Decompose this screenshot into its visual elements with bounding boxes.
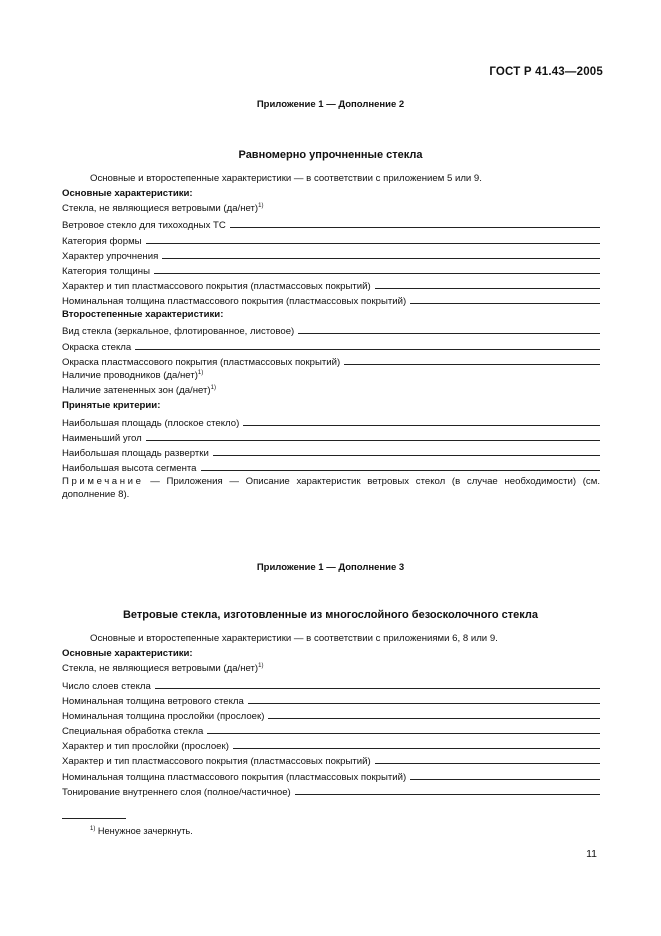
fill-in-line[interactable] xyxy=(146,431,600,441)
field-row xyxy=(62,370,600,382)
fill-in-line[interactable] xyxy=(375,279,600,289)
field-label: Вид стекла (зеркальное, флотированное, листовое) xyxy=(62,326,295,337)
fill-in-line[interactable] xyxy=(233,739,600,749)
page-number: 11 xyxy=(586,848,597,860)
fill-in-line[interactable] xyxy=(243,416,600,426)
field-row xyxy=(62,724,600,738)
fill-in-line[interactable] xyxy=(298,324,600,334)
field-label: Число слоев стекла xyxy=(62,681,151,692)
field-row xyxy=(62,739,600,753)
note-text: — Приложения — Описание характеристик ветровых стекол (в случае необходимости) (см. дополнение 8). xyxy=(62,476,600,500)
field-label: Ветровое стекло для тихоходных ТС xyxy=(62,220,226,231)
appendix-heading-2: Приложение 1 — Дополнение 3 xyxy=(256,562,405,573)
field-label: Характер и тип пластмассового покрытия (пластмассовых покрытий) xyxy=(62,281,371,292)
field-row xyxy=(62,264,600,278)
fill-in-line[interactable] xyxy=(295,785,600,795)
field-label: Окраска пластмассового покрытия (пластмассовых покрытий) xyxy=(62,357,341,368)
fill-in-line[interactable] xyxy=(248,694,600,704)
field-label: Номинальная толщина прослойки (прослоек) xyxy=(62,711,265,722)
secondary-characteristics-heading: Второстепенные характеристики: xyxy=(62,309,224,320)
field-row xyxy=(62,709,600,723)
field-row xyxy=(62,234,600,248)
footnote-ref: 1) xyxy=(210,385,216,391)
field-label: Номинальная толщина пластмассового покрытия (пластмассовых покрытий) xyxy=(62,772,407,783)
field-label: Стекла, не являющиеся ветровыми (да/нет) xyxy=(62,663,259,674)
fill-in-line[interactable] xyxy=(410,770,600,780)
fill-in-line[interactable] xyxy=(162,249,600,259)
appendix-heading-1: Приложение 1 — Дополнение 2 xyxy=(256,99,405,110)
field-label: Наибольшая высота сегмента xyxy=(62,463,197,474)
note-label: Примечание xyxy=(62,476,144,487)
section-title-1: Равномерно упрочненные стекла xyxy=(238,149,423,161)
field-row xyxy=(62,754,600,768)
field-label: Характер и тип пластмассового покрытия (пластмассовых покрытий) xyxy=(62,756,371,767)
fill-in-line[interactable] xyxy=(201,461,600,471)
field-row xyxy=(62,385,600,397)
footnote-ref: 1) xyxy=(197,370,204,376)
field-label: Категория толщины xyxy=(62,266,150,277)
footnote-separator xyxy=(62,818,126,819)
main-characteristics-heading-1: Основные характеристики: xyxy=(62,188,193,199)
fill-in-line[interactable] xyxy=(213,446,600,456)
footnote-mark: 1) xyxy=(90,826,96,832)
field-label: Характер и тип прослойки (прослоек) xyxy=(62,741,229,752)
field-label: Характер упрочнения xyxy=(62,251,159,262)
fill-in-line[interactable] xyxy=(155,679,600,689)
footnote-ref: 1) xyxy=(258,203,264,209)
fill-in-line[interactable] xyxy=(410,294,600,304)
intro-text-1: Основные и второстепенные характеристики — в соответствии с приложением 5 или 9. xyxy=(90,173,482,184)
field-row xyxy=(62,340,600,354)
field-row xyxy=(62,279,600,293)
field-row xyxy=(62,218,600,232)
field-row xyxy=(62,770,600,784)
footnote-text: Ненужное зачеркнуть. xyxy=(97,826,193,836)
field-label: Специальная обработка стекла xyxy=(62,726,204,737)
fill-in-line[interactable] xyxy=(375,754,600,764)
field-row xyxy=(62,461,600,475)
footnote-ref: 1) xyxy=(258,663,264,669)
field-row xyxy=(62,249,600,263)
field-row xyxy=(62,785,600,799)
field-row xyxy=(62,355,600,369)
field-label: Номинальная толщина ветрового стекла xyxy=(62,696,244,707)
field-row xyxy=(62,416,600,430)
field-row xyxy=(62,294,600,308)
fill-in-line[interactable] xyxy=(146,234,600,244)
field-label: Наибольшая площадь (плоское стекло) xyxy=(62,418,240,429)
field-label: Категория формы xyxy=(62,236,142,247)
note-paragraph xyxy=(62,476,600,501)
fill-in-line[interactable] xyxy=(230,218,600,228)
field-label: Номинальная толщина пластмассового покрытия (пластмассовых покрытий) xyxy=(62,296,407,307)
main-characteristics-heading-2: Основные характеристики: xyxy=(62,648,193,659)
fill-in-line[interactable] xyxy=(268,709,600,719)
field-row xyxy=(62,694,600,708)
field-row xyxy=(62,446,600,460)
field-label: Наличие проводников (да/нет) xyxy=(62,370,198,381)
footnote xyxy=(90,826,193,836)
field-row xyxy=(62,431,600,445)
fill-in-line[interactable] xyxy=(207,724,600,734)
standard-code: ГОСТ Р 41.43—2005 xyxy=(489,66,603,78)
section-title-2: Ветровые стекла, изготовленные из многослойного безосколочного стекла xyxy=(122,609,539,621)
field-row xyxy=(62,663,600,675)
field-row xyxy=(62,324,600,338)
fill-in-line[interactable] xyxy=(154,264,600,274)
field-label: Наличие затененных зон (да/нет) xyxy=(62,385,211,396)
intro-text-2: Основные и второстепенные характеристики — в соответствии с приложениями 6, 8 или 9. xyxy=(90,633,498,644)
accepted-criteria-heading: Принятые критерии: xyxy=(62,400,161,411)
field-label: Тонирование внутреннего слоя (полное/частичное) xyxy=(62,787,291,798)
field-label: Стекла, не являющиеся ветровыми (да/нет) xyxy=(62,203,259,214)
field-row xyxy=(62,679,600,693)
field-row xyxy=(62,203,600,215)
field-label: Окраска стекла xyxy=(62,342,132,353)
fill-in-line[interactable] xyxy=(344,355,600,365)
fill-in-line[interactable] xyxy=(135,340,600,350)
field-label: Наибольшая площадь развертки xyxy=(62,448,209,459)
field-label: Наименьший угол xyxy=(62,433,142,444)
